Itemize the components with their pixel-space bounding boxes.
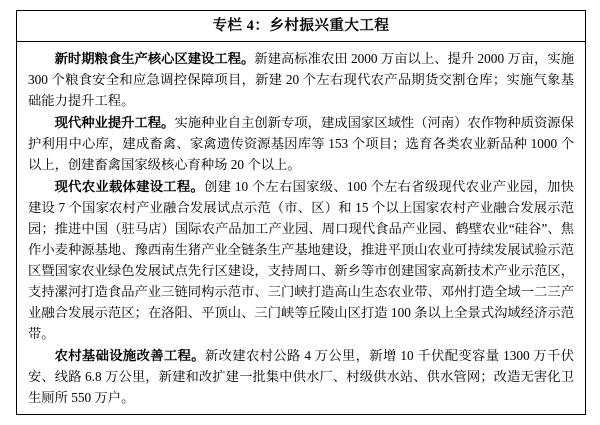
box-title: 专栏 4：乡村振兴重大工程: [17, 11, 585, 42]
paragraph-4-text: 新改建农村公路 4 万公里，新增 10 千伏配变容量 1300 万千伏安、线路 6.8 万公里，新建和改扩建一批集中供水厂、村级供水站、供水管网；改造无害化卫生厕所 550 万户。: [28, 348, 575, 406]
paragraph-3-lead: 现代农业载体建设工程。: [54, 179, 205, 195]
paragraph-3: [28, 176, 574, 344]
paragraph-2: [28, 112, 574, 175]
paragraph-1-text: 新建高标准农田 2000 万亩以上、提升 2000 万亩，实施 300 个粮食安全和应急调控保障项目，新建 20 个左右现代农产品期货交割仓库；实施气象基础能力提升工程。: [28, 51, 575, 109]
paragraph-1: [28, 48, 574, 111]
paragraph-1-lead: 新时期粮食生产核心区建设工程。: [54, 51, 255, 67]
paragraph-3-text: 创建 10 个左右国家级、100 个左右省级现代农业产业园，加快建设 7 个国家农村产业融合发展试点示范（市、区）和 15 个以上国家农村产业融合发展示范园；推进中国（驻马店）国际农产品加工产业园、周口现代食品产业园、鹤壁农业“硅谷”、焦作小麦种源基地、豫西南生猪产业全链条生产基地建设，推进平顶山农业可持续发展试验示范区暨国家农业绿色发展试点先行区建设，支持周口、新乡等市创建国家高新技术产业示范区，支持漯河打造食品产业三链同构示范市、三门峡打造高山生态农业带、邓州打造全域一二三产业融合发展示范区；在洛阳、平顶山、三门峡等丘陵山区打造 100 条以上全景式沟域经济示范带。: [28, 179, 575, 342]
paragraph-2-text: 实施种业自主创新专项，建成国家区域性（河南）农作物种质资源保护利用中心库，建成畜禽、家禽遗传资源基因库等 153 个项目；选育各类农业新品种 1000 个以上，创建畜禽国家级核心育种场 20 个以上。: [28, 115, 575, 173]
feature-box: [16, 10, 586, 415]
paragraph-4: [28, 345, 574, 408]
paragraph-4-lead: 农村基础设施改善工程。: [54, 348, 205, 364]
paragraph-2-lead: 现代种业提升工程。: [54, 115, 175, 131]
box-content: [17, 42, 585, 412]
